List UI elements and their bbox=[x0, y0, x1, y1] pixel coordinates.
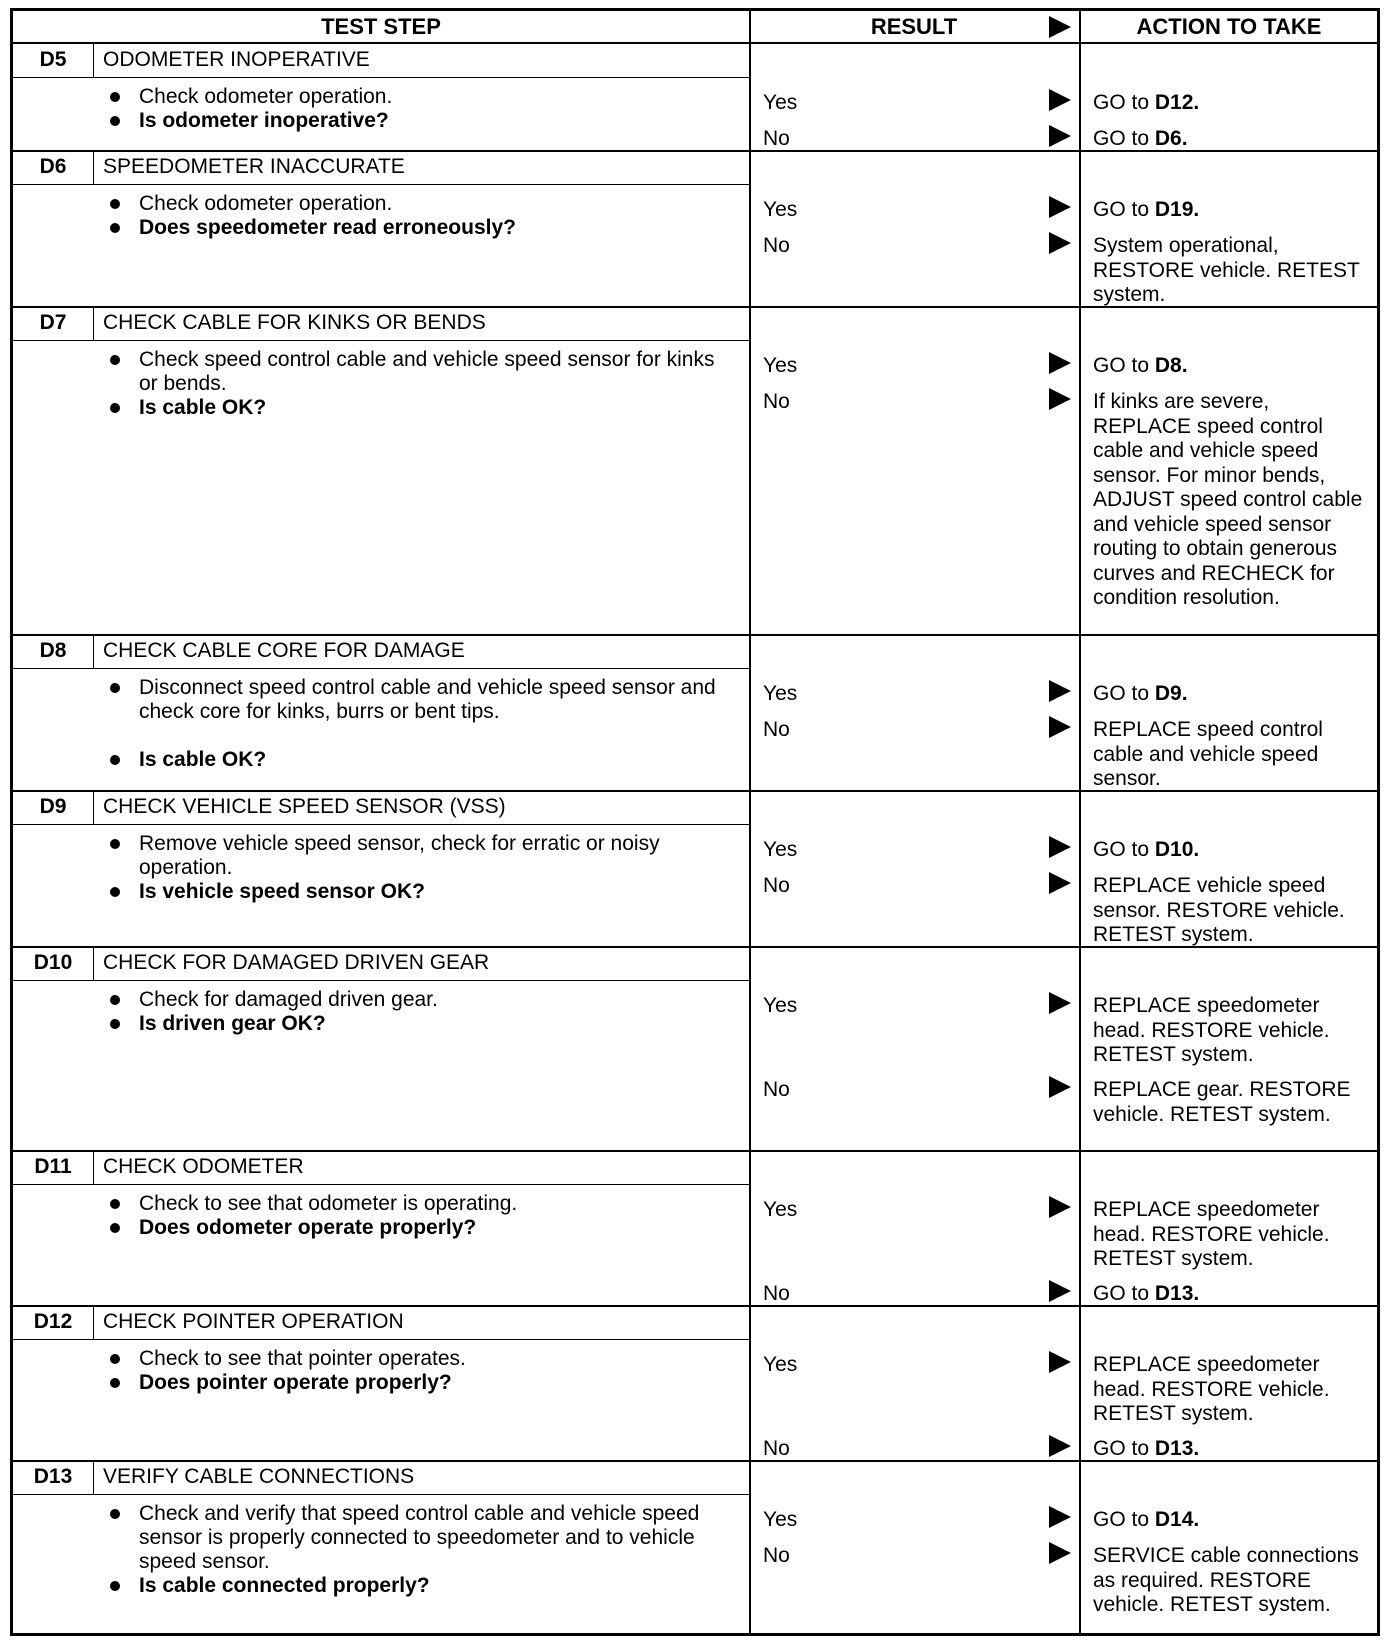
arrow-icon bbox=[1049, 125, 1071, 147]
arrow-icon bbox=[1049, 1196, 1071, 1218]
step-instruction: Check and verify that speed control cable and vehicle speed sensor is properly connected to speedometer and to vehicle speed sensor. bbox=[139, 1502, 700, 1573]
result-yes: Yes bbox=[763, 91, 798, 114]
id-divider bbox=[93, 1305, 94, 1339]
bullet-icon bbox=[110, 1509, 120, 1519]
step-id: D6 bbox=[39, 155, 67, 178]
bullet-icon bbox=[110, 92, 120, 102]
result-yes: Yes bbox=[763, 1508, 798, 1531]
action-text: System operational, RESTORE vehicle. RETEST system. bbox=[1093, 234, 1360, 306]
bullet-icon bbox=[110, 683, 120, 693]
id-divider bbox=[93, 150, 94, 184]
step-instruction: Check to see that pointer operates. bbox=[139, 1347, 466, 1370]
arrow-icon bbox=[1049, 1542, 1071, 1564]
step-question: Is cable connected properly? bbox=[139, 1574, 430, 1597]
result-no: No bbox=[763, 874, 790, 897]
arrow-icon bbox=[1049, 1280, 1071, 1302]
arrow-icon bbox=[1049, 836, 1071, 858]
action-no bbox=[1093, 1437, 1363, 1462]
action-step-ref[interactable]: D13. bbox=[1154, 1437, 1200, 1460]
action-goto-prefix: GO to bbox=[1093, 198, 1155, 221]
result-yes: Yes bbox=[763, 198, 798, 221]
title-underline bbox=[13, 1494, 749, 1495]
action-goto-prefix: GO to bbox=[1093, 91, 1155, 114]
step-instruction: Check for damaged driven gear. bbox=[139, 988, 438, 1011]
action-no bbox=[1093, 127, 1363, 152]
action-text: REPLACE speed control cable and vehicle speed sensor. bbox=[1093, 718, 1323, 790]
action-yes bbox=[1093, 354, 1363, 379]
result-no: No bbox=[763, 127, 790, 150]
step-question: Does speedometer read erroneously? bbox=[139, 216, 516, 239]
bullet-icon bbox=[110, 1354, 120, 1364]
result-no: No bbox=[763, 1437, 790, 1460]
action-no bbox=[1093, 390, 1363, 611]
result-no: No bbox=[763, 234, 790, 257]
bullet-icon bbox=[110, 1199, 120, 1209]
result-yes: Yes bbox=[763, 682, 798, 705]
arrow-icon bbox=[1049, 89, 1071, 111]
action-goto-prefix: GO to bbox=[1093, 1437, 1155, 1460]
action-step-ref[interactable]: D6. bbox=[1154, 127, 1188, 150]
bullet-icon bbox=[110, 887, 120, 897]
title-underline bbox=[13, 77, 749, 78]
action-text: REPLACE speedometer head. RESTORE vehicle. RETEST system. bbox=[1093, 1198, 1330, 1270]
header-arrow-icon bbox=[1049, 16, 1071, 38]
action-yes bbox=[1093, 994, 1363, 1068]
action-goto-prefix: GO to bbox=[1093, 682, 1155, 705]
action-text: REPLACE vehicle speed sensor. RESTORE vehicle. RETEST system. bbox=[1093, 874, 1345, 946]
action-no bbox=[1093, 1078, 1363, 1127]
id-divider bbox=[93, 43, 94, 77]
title-underline bbox=[13, 1339, 749, 1340]
header-test-step: TEST STEP bbox=[321, 14, 441, 39]
bullet-icon bbox=[110, 839, 120, 849]
bullet-icon bbox=[110, 1223, 120, 1233]
action-step-ref[interactable]: D14. bbox=[1154, 1508, 1200, 1531]
action-no bbox=[1093, 1544, 1363, 1618]
action-goto-prefix: GO to bbox=[1093, 1282, 1155, 1305]
step-question: Does pointer operate properly? bbox=[139, 1371, 452, 1394]
header-result: RESULT bbox=[870, 14, 958, 39]
action-text: SERVICE cable connections as required. RESTORE vehicle. RETEST system. bbox=[1093, 1544, 1359, 1616]
title-underline bbox=[13, 824, 749, 825]
step-instruction: Check to see that odometer is operating. bbox=[139, 1192, 518, 1215]
id-divider bbox=[93, 306, 94, 340]
id-divider bbox=[93, 634, 94, 668]
step-question: Is driven gear OK? bbox=[139, 1012, 326, 1035]
action-step-ref[interactable]: D13. bbox=[1154, 1282, 1200, 1305]
step-id: D9 bbox=[39, 795, 67, 818]
bullet-icon bbox=[110, 116, 120, 126]
arrow-icon bbox=[1049, 352, 1071, 374]
action-goto-prefix: GO to bbox=[1093, 354, 1155, 377]
action-no bbox=[1093, 1282, 1363, 1307]
arrow-icon bbox=[1049, 872, 1071, 894]
step-instruction: Disconnect speed control cable and vehicle speed sensor and check core for kinks, burrs or bent tips. bbox=[139, 676, 716, 723]
step-id: D12 bbox=[33, 1310, 73, 1333]
action-no bbox=[1093, 874, 1363, 948]
step-instruction: Remove vehicle speed sensor, check for erratic or noisy operation. bbox=[139, 832, 660, 879]
step-title: CHECK ODOMETER bbox=[103, 1155, 304, 1178]
action-step-ref[interactable]: D8. bbox=[1154, 354, 1188, 377]
result-yes: Yes bbox=[763, 838, 798, 861]
id-divider bbox=[93, 790, 94, 824]
bullet-icon bbox=[110, 199, 120, 209]
step-title: CHECK POINTER OPERATION bbox=[103, 1310, 404, 1333]
bullet-icon bbox=[110, 355, 120, 365]
id-divider bbox=[93, 1460, 94, 1494]
result-no: No bbox=[763, 718, 790, 741]
action-goto-prefix: GO to bbox=[1093, 127, 1155, 150]
arrow-icon bbox=[1049, 716, 1071, 738]
action-step-ref[interactable]: D10. bbox=[1154, 838, 1200, 861]
title-underline bbox=[13, 340, 749, 341]
bullet-icon bbox=[110, 1581, 120, 1591]
bullet-icon bbox=[110, 1378, 120, 1388]
arrow-icon bbox=[1049, 388, 1071, 410]
action-step-ref[interactable]: D12. bbox=[1154, 91, 1200, 114]
id-divider bbox=[93, 1150, 94, 1184]
step-question: Is cable OK? bbox=[139, 396, 267, 419]
step-title: SPEEDOMETER INACCURATE bbox=[103, 155, 405, 178]
title-underline bbox=[13, 668, 749, 669]
result-yes: Yes bbox=[763, 354, 798, 377]
bullet-icon bbox=[110, 1019, 120, 1029]
step-id: D8 bbox=[39, 639, 67, 662]
result-yes: Yes bbox=[763, 1353, 798, 1376]
bullet-icon bbox=[110, 995, 120, 1005]
arrow-icon bbox=[1049, 992, 1071, 1014]
action-no bbox=[1093, 234, 1363, 308]
action-yes bbox=[1093, 838, 1363, 863]
step-id: D5 bbox=[39, 48, 67, 71]
step-question: Is cable OK? bbox=[139, 748, 267, 771]
action-goto-prefix: GO to bbox=[1093, 838, 1155, 861]
step-question: Is vehicle speed sensor OK? bbox=[139, 880, 425, 903]
arrow-icon bbox=[1049, 232, 1071, 254]
action-yes bbox=[1093, 682, 1363, 707]
step-id: D13 bbox=[33, 1465, 73, 1488]
step-question: Does odometer operate properly? bbox=[139, 1216, 477, 1239]
diagnostic-table bbox=[10, 8, 1380, 1636]
action-yes bbox=[1093, 1198, 1363, 1272]
arrow-icon bbox=[1049, 196, 1071, 218]
result-no: No bbox=[763, 1078, 790, 1101]
arrow-icon bbox=[1049, 1506, 1071, 1528]
action-yes bbox=[1093, 198, 1363, 223]
result-no: No bbox=[763, 1282, 790, 1305]
step-title: CHECK CABLE CORE FOR DAMAGE bbox=[103, 639, 465, 662]
step-title: CHECK VEHICLE SPEED SENSOR (VSS) bbox=[103, 795, 506, 818]
step-instruction: Check odometer operation. bbox=[139, 192, 393, 215]
step-instruction: Check odometer operation. bbox=[139, 85, 393, 108]
title-underline bbox=[13, 1184, 749, 1185]
action-yes bbox=[1093, 1353, 1363, 1427]
step-instruction: Check speed control cable and vehicle speed sensor for kinks or bends. bbox=[139, 348, 715, 395]
action-text: If kinks are severe, REPLACE speed control cable and vehicle speed sensor. For minor bends, ADJUST speed control cable and vehicle speed sensor routing to obtain generous curves and RECHECK for condition resolution. bbox=[1093, 390, 1363, 609]
action-step-ref[interactable]: D9. bbox=[1154, 682, 1188, 705]
result-yes: Yes bbox=[763, 994, 798, 1017]
step-question: Is odometer inoperative? bbox=[139, 109, 389, 132]
step-id: D7 bbox=[39, 311, 67, 334]
arrow-icon bbox=[1049, 680, 1071, 702]
action-text: REPLACE speedometer head. RESTORE vehicle. RETEST system. bbox=[1093, 994, 1330, 1066]
bullet-icon bbox=[110, 403, 120, 413]
step-title: VERIFY CABLE CONNECTIONS bbox=[103, 1465, 415, 1488]
arrow-icon bbox=[1049, 1351, 1071, 1373]
bullet-icon bbox=[110, 223, 120, 233]
step-title: CHECK CABLE FOR KINKS OR BENDS bbox=[103, 311, 486, 334]
step-title: CHECK FOR DAMAGED DRIVEN GEAR bbox=[103, 951, 490, 974]
action-yes bbox=[1093, 91, 1363, 116]
action-goto-prefix: GO to bbox=[1093, 1508, 1155, 1531]
action-text: REPLACE speedometer head. RESTORE vehicle. RETEST system. bbox=[1093, 1353, 1330, 1425]
result-no: No bbox=[763, 390, 790, 413]
result-no: No bbox=[763, 1544, 790, 1567]
step-id: D10 bbox=[33, 951, 73, 974]
result-yes: Yes bbox=[763, 1198, 798, 1221]
step-title: ODOMETER INOPERATIVE bbox=[103, 48, 370, 71]
action-text: REPLACE gear. RESTORE vehicle. RETEST system. bbox=[1093, 1078, 1351, 1126]
action-no bbox=[1093, 718, 1363, 792]
header-action: ACTION TO TAKE bbox=[1136, 14, 1322, 39]
bullet-icon bbox=[110, 755, 120, 765]
title-underline bbox=[13, 184, 749, 185]
id-divider bbox=[93, 946, 94, 980]
step-id: D11 bbox=[34, 1155, 72, 1178]
action-yes bbox=[1093, 1508, 1363, 1533]
action-step-ref[interactable]: D19. bbox=[1154, 198, 1200, 221]
title-underline bbox=[13, 980, 749, 981]
arrow-icon bbox=[1049, 1076, 1071, 1098]
arrow-icon bbox=[1049, 1435, 1071, 1457]
